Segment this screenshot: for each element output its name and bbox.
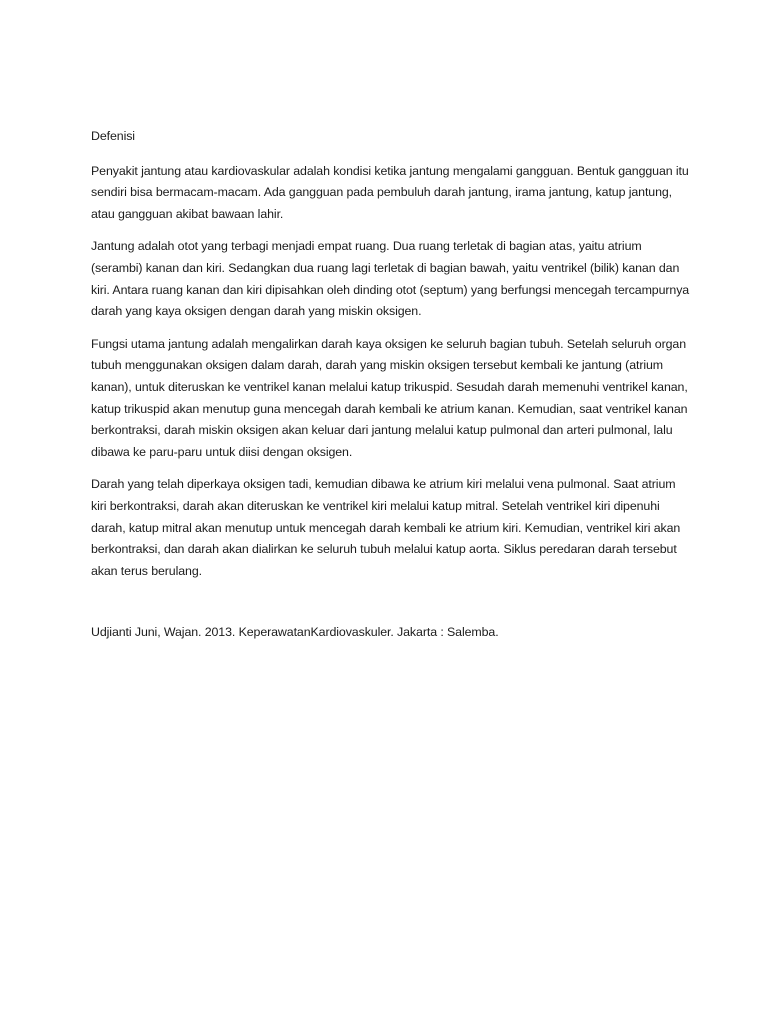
paragraph-heart-chambers: Jantung adalah otot yang terbagi menjadi empat ruang. Dua ruang terletak di bagian atas, yaitu atrium (serambi) kanan dan kiri. Sedangkan dua ruang lagi terletak di bagian bawah, yaitu ventrikel (bilik) kanan dan kiri. Antara ruang kanan dan kiri dipisahkan oleh dinding otot (septum) yang berfungsi mencegah tercampurnya darah yang kaya oksigen dengan darah yang miskin oksigen. (91, 239, 690, 319)
document-body (91, 126, 691, 655)
paragraph-definition: Penyakit jantung atau kardiovaskular adalah kondisi ketika jantung mengalami gangguan. Bentuk gangguan itu sendiri bisa bermacam-macam. Ada gangguan pada pembuluh darah jantung, irama jantung, katup jantung, atau gangguan akibat bawaan lahir. (91, 163, 689, 221)
paragraph-circulation-cycle: Darah yang telah diperkaya oksigen tadi, kemudian dibawa ke atrium kiri melalui vena pulmonal. Saat atrium kiri berkontraksi, darah akan diteruskan ke ventrikel kiri melalui katup mitral. Setelah ventrikel kiri dipenuhi darah, katup mitral akan menutup untuk mencegah darah kembali ke atrium kiri. Kemudian, ventrikel kiri akan berkontraksi, dan darah akan dialirkan ke seluruh tubuh melalui katup aorta. Siklus peredaran darah tersebut akan terus berulang. (91, 477, 681, 578)
section-heading: Defenisi (91, 129, 135, 143)
paragraph-heart-function: Fungsi utama jantung adalah mengalirkan darah kaya oksigen ke seluruh bagian tubuh. Setelah seluruh organ tubuh menggunakan oksigen dalam darah, darah yang miskin oksigen tersebut kembali ke jantung (atrium kanan), untuk diteruskan ke ventrikel kanan melalui katup trikuspid. Sesudah darah memenuhi ventrikel kanan, katup trikuspid akan menutup guna mencegah darah kembali ke atrium kanan. Kemudian, saat ventrikel kanan berkontraksi, darah miskin oksigen akan keluar dari jantung melalui katup pulmonal dan arteri pulmonal, lalu dibawa ke paru-paru untuk diisi dengan oksigen. (91, 336, 688, 459)
reference-citation: Udjianti Juni, Wajan. 2013. KeperawatanKardiovaskuler. Jakarta : Salemba. (91, 625, 499, 640)
